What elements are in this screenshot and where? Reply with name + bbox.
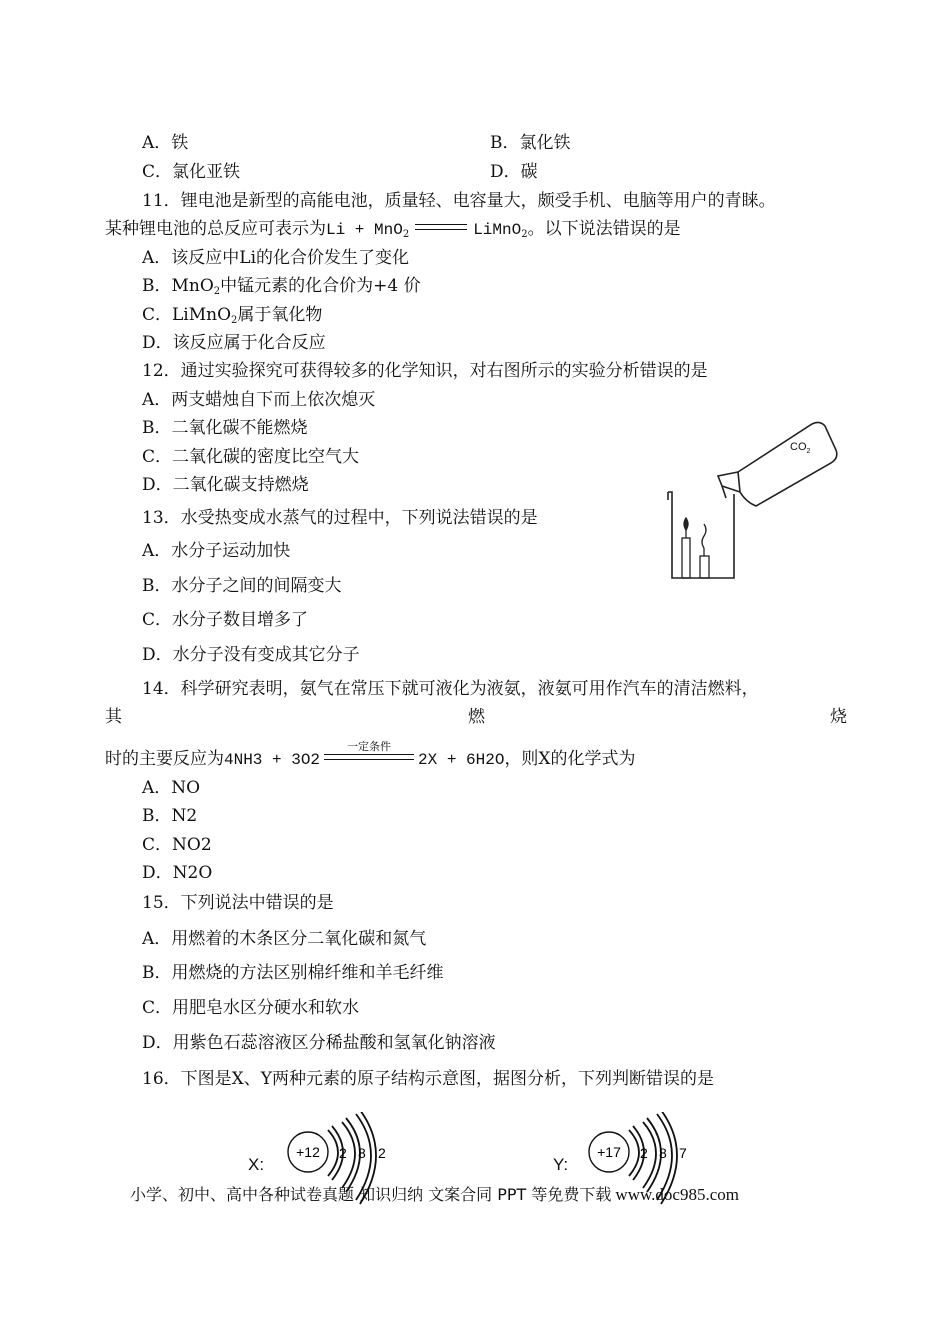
atom-x-shell-3: 2 xyxy=(378,1145,386,1161)
q14-condition: 一定条件 xyxy=(347,740,392,753)
q13-option-b: B．水分子之间的间隔变大 xyxy=(142,576,342,596)
q14-spread-2: 燃 xyxy=(468,707,485,727)
atom-y-shell-3: 7 xyxy=(679,1145,687,1161)
q13-option-a: A．水分子运动加快 xyxy=(142,541,291,561)
q12-option-a: A．两支蜡烛自下而上依次熄灭 xyxy=(142,390,376,410)
q14-eq-right: 2X + 6H2O xyxy=(418,751,505,769)
q11-option-c: C．LiMnO$_2$属于氧化物 xyxy=(142,305,323,326)
footer-site-link[interactable]: www.doc985.com xyxy=(615,1185,739,1204)
q11-stem-line2: 某种锂电池的总反应可表示为Li + MnO$_2$ LiMnO$_2$。以下说法错误的是 xyxy=(105,219,681,240)
q14-option-a: A．NO xyxy=(142,778,201,798)
atom-y-diagram xyxy=(581,1112,701,1232)
atom-y-label: Y: xyxy=(553,1155,569,1174)
beaker xyxy=(668,492,734,578)
q10-option-a: A．铁 xyxy=(142,133,189,153)
q13-option-d: D．水分子没有变成其它分子 xyxy=(142,645,360,665)
q11-option-d: D．该反应属于化合反应 xyxy=(142,333,326,353)
q14-spread-3: 烧 xyxy=(830,707,847,727)
atom-x-shell-1: 2 xyxy=(339,1145,347,1161)
co2-candle-figure xyxy=(660,410,840,585)
atom-y-nucleus-charge: +17 xyxy=(597,1144,621,1160)
footer-watermark xyxy=(130,1182,739,1205)
atom-y-shell-1: 2 xyxy=(640,1145,648,1161)
q15-option-c: C．用肥皂水区分硬水和软水 xyxy=(142,998,360,1018)
q13-option-c: C．水分子数目增多了 xyxy=(142,610,309,630)
q12-option-b: B．二氧化碳不能燃烧 xyxy=(142,418,308,438)
q15-stem: 15．下列说法中错误的是 xyxy=(142,893,334,913)
q14-option-b: B．N2 xyxy=(142,806,198,826)
q15-option-a: A．用燃着的木条区分二氧化碳和氮气 xyxy=(142,929,427,949)
q14-stem-line1: 14．科学研究表明，氨气在常压下就可液化为液氨，液氨可用作汽车的清洁燃料， xyxy=(142,679,759,699)
co2-bottle xyxy=(718,422,837,506)
q11-stem-line1: 11．锂电池是新型的高能电池，质量轻、电容量大，颇受手机、电脑等用户的青睐。 xyxy=(142,191,776,211)
q14-option-d: D．N2O xyxy=(142,863,213,883)
q12-stem: 12．通过实验探究可获得较多的化学知识，对右图所示的实验分析错误的是 xyxy=(142,361,708,381)
atom-y-shell-2: 8 xyxy=(659,1145,667,1161)
atom-x-nucleus-charge: +12 xyxy=(296,1144,320,1160)
q16-stem: 16．下图是X、Y两种元素的原子结构示意图，据图分析，下列判断错误的是 xyxy=(142,1069,714,1089)
q11-option-b-post: 中锰元素的化合价为+4 价 xyxy=(220,276,421,296)
condition-equals-sign xyxy=(324,740,414,760)
q11-option-c-post: 属于氧化物 xyxy=(237,305,323,325)
q14-spread-1: 其 xyxy=(105,707,122,727)
q11-stem-prefix: 某种锂电池的总反应可表示为 xyxy=(105,219,326,239)
q11-eq-right: LiMnO xyxy=(473,221,522,239)
atom-x-label: X: xyxy=(248,1155,265,1174)
q11-eq-left: Li + MnO xyxy=(326,221,403,239)
q10-option-d: D．碳 xyxy=(490,162,538,182)
q10-option-b: B．氯化铁 xyxy=(490,133,571,153)
q10-option-c: C．氯化亚铁 xyxy=(142,162,241,182)
atom-x-diagram xyxy=(280,1112,400,1232)
q14-eq-left: 4NH3 + 3O2 xyxy=(224,751,321,769)
q14-line3-suffix: ，则X的化学式为 xyxy=(504,749,636,769)
q11-option-b: B．MnO$_2$中锰元素的化合价为+4 价 xyxy=(142,276,421,297)
q11-option-c-pre: C．LiMnO xyxy=(142,305,232,325)
q11-option-b-pre: B．MnO xyxy=(142,276,214,296)
atom-x-shell-2: 8 xyxy=(358,1145,366,1161)
footer-text: 小学、初中、高中各种试卷真题 知识归纳 文案合同 PPT 等免费下载 xyxy=(130,1185,612,1204)
q11-stem-suffix: 。以下说法错误的是 xyxy=(527,219,681,239)
q14-line3-prefix: 时的主要反应为 xyxy=(105,749,224,769)
q15-option-b: B．用燃烧的方法区别棉纤维和羊毛纤维 xyxy=(142,963,444,983)
co2-label: $CO_2$ xyxy=(790,441,811,455)
equals-sign xyxy=(415,224,467,230)
q11-option-a: A．该反应中Li的化合价发生了变化 xyxy=(142,248,410,268)
q14-stem-line3 xyxy=(105,740,636,771)
q12-option-c: C．二氧化碳的密度比空气大 xyxy=(142,447,360,467)
q15-option-d: D．用紫色石蕊溶液区分稀盐酸和氢氧化钠溶液 xyxy=(142,1033,496,1053)
q13-stem: 13．水受热变成水蒸气的过程中，下列说法错误的是 xyxy=(142,508,538,528)
q12-option-d: D．二氧化碳支持燃烧 xyxy=(142,475,309,495)
q14-option-c: C．NO2 xyxy=(142,835,212,855)
candles xyxy=(682,518,709,578)
